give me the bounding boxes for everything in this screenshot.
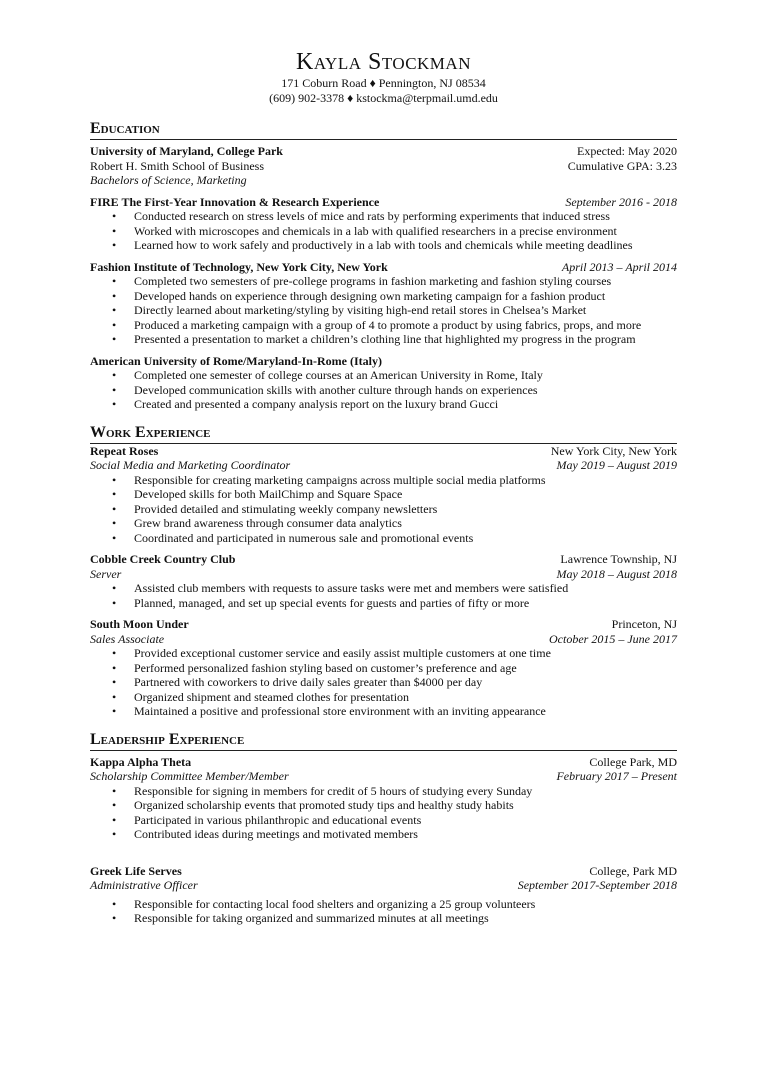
- list-item: [112, 318, 677, 333]
- bullet-text: Responsible for creating marketing campaigns across multiple social media platforms: [134, 472, 546, 487]
- entry-umd-row3: [90, 173, 677, 188]
- employer-name: Cobble Creek Country Club: [90, 552, 236, 566]
- bullet-text: Learned how to work safely and productively in a lab with tools and chemicals while meeting deadlines: [134, 238, 633, 252]
- bullet-icon: •: [112, 274, 117, 288]
- resume-page: [0, 48, 768, 1072]
- list-item: [112, 704, 677, 719]
- list-item: [112, 502, 677, 517]
- rome-bullets: [90, 368, 677, 412]
- org-dates: February 2017 – Present: [556, 769, 677, 783]
- bullet-text: Responsible for signing in members for credit of 5 hours of studying every Sunday: [134, 783, 533, 798]
- bullet-text: Planned, managed, and set up special events for guests and parties of fifty or more: [134, 595, 530, 610]
- list-item: [112, 531, 677, 546]
- list-item: [112, 661, 677, 676]
- list-item: [112, 897, 677, 912]
- cobble-bullets: [90, 581, 677, 610]
- entry-fire-header: [90, 195, 677, 210]
- kappa-bullets: [90, 784, 677, 842]
- entry-moon-row2: [90, 632, 677, 647]
- list-item: [112, 646, 677, 661]
- bullet-text: Provided exceptional customer service and easily assist multiple customers at one time: [134, 646, 551, 660]
- bullet-text: Grew brand awareness through consumer data analytics: [134, 516, 402, 530]
- bullet-icon: •: [112, 303, 117, 317]
- bullet-text: Developed hands on experience through designing own marketing campaign for a fashion product: [134, 288, 606, 303]
- bullet-text: Assisted club members with requests to assure tasks were met and members were satisfied: [134, 581, 569, 595]
- list-item: [112, 690, 677, 705]
- bullet-icon: •: [112, 798, 117, 812]
- list-item: [112, 813, 677, 828]
- program-name: Fashion Institute of Technology, New York City, New York: [90, 259, 388, 274]
- org-name: Greek Life Serves: [90, 863, 182, 878]
- bullet-icon: •: [112, 675, 117, 689]
- bullet-icon: •: [112, 911, 117, 925]
- bullet-icon: •: [112, 595, 117, 610]
- program-name: FIRE The First-Year Innovation & Research Experience: [90, 194, 380, 209]
- list-item: [112, 473, 677, 488]
- list-item: [112, 209, 677, 224]
- section-title-education: Education: [90, 120, 677, 140]
- bullet-text: Organized scholarship events that promoted study tips and healthy study habits: [134, 798, 514, 812]
- org-name: Kappa Alpha Theta: [90, 754, 192, 769]
- gpa: Cumulative GPA: 3.23: [567, 158, 677, 173]
- resume-name: Kayla Stockman: [296, 49, 471, 75]
- program-dates: September 2016 - 2018: [565, 194, 677, 209]
- fit-bullets: [90, 274, 677, 347]
- bullet-text: Provided detailed and stimulating weekly company newsletters: [134, 501, 438, 516]
- org-dates: September 2017-September 2018: [517, 878, 677, 892]
- bullet-icon: •: [112, 646, 117, 660]
- employer-name: South Moon Under: [90, 617, 189, 631]
- bullet-text: Presented a presentation to market a children’s clothing line that highlighted my progress in the program: [134, 332, 636, 346]
- bullet-text: Conducted research on stress levels of mice and rats by performing experiments that induced stress: [134, 209, 610, 223]
- college-name: Robert H. Smith School of Business: [90, 158, 265, 173]
- bullet-text: Produced a marketing campaign with a group of 4 to promote a product by using fabrics, props, and more: [134, 317, 642, 332]
- entry-umd-row2: [90, 159, 677, 174]
- bullet-icon: •: [112, 689, 117, 704]
- bullet-text: Participated in various philanthropic and educational events: [134, 812, 422, 827]
- bullet-icon: •: [112, 516, 117, 530]
- bullet-icon: •: [112, 238, 117, 252]
- list-item: [112, 798, 677, 813]
- fire-bullets: [90, 209, 677, 253]
- list-item: [112, 581, 677, 596]
- list-item: [112, 383, 677, 398]
- entry-greek-row2: [90, 878, 677, 893]
- bullet-icon: •: [112, 827, 117, 841]
- list-item: [112, 911, 677, 926]
- section-title-leadership: Leadership Experience: [90, 731, 677, 751]
- bullet-icon: •: [112, 223, 117, 238]
- contact-address: 171 Coburn Road ♦ Pennington, NJ 08534: [281, 76, 486, 90]
- job-role: Sales Associate: [90, 631, 165, 646]
- expected-date: Expected: May 2020: [577, 144, 677, 158]
- entry-repeat-row1: [90, 444, 677, 459]
- bullet-icon: •: [112, 660, 117, 675]
- list-item: [112, 397, 677, 412]
- entry-kappa-row1: [90, 755, 677, 770]
- bullet-icon: •: [112, 382, 117, 397]
- list-item: [112, 675, 677, 690]
- bullet-icon: •: [112, 288, 117, 303]
- org-role: Administrative Officer: [90, 878, 198, 892]
- job-location: New York City, New York: [550, 443, 677, 458]
- list-item: [112, 596, 677, 611]
- list-item: [112, 274, 677, 289]
- bullet-icon: •: [112, 368, 117, 382]
- bullet-text: Completed one semester of college courses at an American University in Rome, Italy: [134, 368, 543, 382]
- list-item: [112, 827, 677, 842]
- bullet-icon: •: [112, 704, 117, 718]
- bullet-text: Worked with microscopes and chemicals in a lab with qualified researchers in a precise environment: [134, 223, 617, 238]
- bullet-text: Coordinated and participated in numerous sale and promotional events: [134, 530, 474, 545]
- job-role: Social Media and Marketing Coordinator: [90, 458, 291, 472]
- job-dates: May 2019 – August 2019: [556, 458, 677, 472]
- bullet-text: Developed communication skills with another culture through hands on experiences: [134, 382, 538, 397]
- program-dates: April 2013 – April 2014: [561, 259, 677, 274]
- bullet-icon: •: [112, 397, 117, 411]
- entry-fit-header: [90, 260, 677, 275]
- program-name: American University of Rome/Maryland-In-Rome (Italy): [90, 353, 382, 368]
- entry-greek-row1: [90, 864, 677, 879]
- entry-cobble-row1: [90, 552, 677, 567]
- list-item: [112, 289, 677, 304]
- moon-bullets: [90, 646, 677, 719]
- bullet-text: Responsible for taking organized and summarized minutes at all meetings: [134, 911, 489, 925]
- bullet-text: Completed two semesters of pre-college programs in fashion marketing and fashion styling courses: [134, 274, 612, 288]
- job-dates: May 2018 – August 2018: [556, 566, 677, 581]
- bullet-text: Responsible for contacting local food shelters and organizing a 25 group volunteers: [134, 896, 536, 911]
- list-item: [112, 784, 677, 799]
- contact-phone-email: (609) 902-3378 ♦ kstockma@terpmail.umd.edu: [269, 91, 498, 105]
- section-title-work: Work Experience: [90, 424, 677, 444]
- list-item: [112, 368, 677, 383]
- entry-rome-header: [90, 354, 677, 369]
- bullet-icon: •: [112, 581, 117, 595]
- bullet-text: Partnered with coworkers to drive daily sales greater than $4000 per day: [134, 675, 483, 689]
- bullet-icon: •: [112, 209, 117, 223]
- greek-bullets: [90, 897, 677, 926]
- entry-umd-row1: [90, 144, 677, 159]
- entry-cobble-row2: [90, 567, 677, 582]
- bullet-text: Contributed ideas during meetings and motivated members: [134, 827, 418, 841]
- degree: Bachelors of Science, Marketing: [90, 173, 247, 187]
- bullet-icon: •: [112, 317, 117, 332]
- list-item: [112, 516, 677, 531]
- job-role: Server: [90, 566, 122, 581]
- bullet-text: Directly learned about marketing/styling by visiting high-end retail stores in Chelsea’s Market: [134, 303, 587, 317]
- bullet-text: Organized shipment and steamed clothes for presentation: [134, 689, 410, 704]
- org-location: College, Park MD: [589, 863, 677, 878]
- job-location: Princeton, NJ: [611, 617, 677, 631]
- bullet-text: Created and presented a company analysis report on the luxury brand Gucci: [134, 397, 499, 411]
- bullet-icon: •: [112, 530, 117, 545]
- school-name: University of Maryland, College Park: [90, 144, 283, 158]
- bullet-icon: •: [112, 812, 117, 827]
- bullet-text: Maintained a positive and professional store environment with an inviting appearance: [134, 704, 546, 718]
- entry-repeat-row2: [90, 458, 677, 473]
- bullet-icon: •: [112, 783, 117, 798]
- job-dates: October 2015 – June 2017: [549, 631, 677, 646]
- bullet-icon: •: [112, 896, 117, 911]
- bullet-icon: •: [112, 501, 117, 516]
- list-item: [112, 487, 677, 502]
- bullet-icon: •: [112, 332, 117, 346]
- org-location: College Park, MD: [589, 754, 677, 769]
- bullet-text: Developed skills for both MailChimp and Square Space: [134, 487, 403, 501]
- bullet-text: Performed personalized fashion styling based on customer’s preference and age: [134, 660, 517, 675]
- org-role: Scholarship Committee Member/Member: [90, 769, 289, 783]
- job-location: Lawrence Township, NJ: [560, 552, 677, 566]
- employer-name: Repeat Roses: [90, 443, 159, 458]
- bullet-icon: •: [112, 472, 117, 487]
- list-item: [112, 238, 677, 253]
- list-item: [112, 224, 677, 239]
- bullet-icon: •: [112, 487, 117, 501]
- list-item: [112, 303, 677, 318]
- entry-kappa-row2: [90, 769, 677, 784]
- entry-moon-row1: [90, 617, 677, 632]
- list-item: [112, 332, 677, 347]
- repeat-bullets: [90, 473, 677, 546]
